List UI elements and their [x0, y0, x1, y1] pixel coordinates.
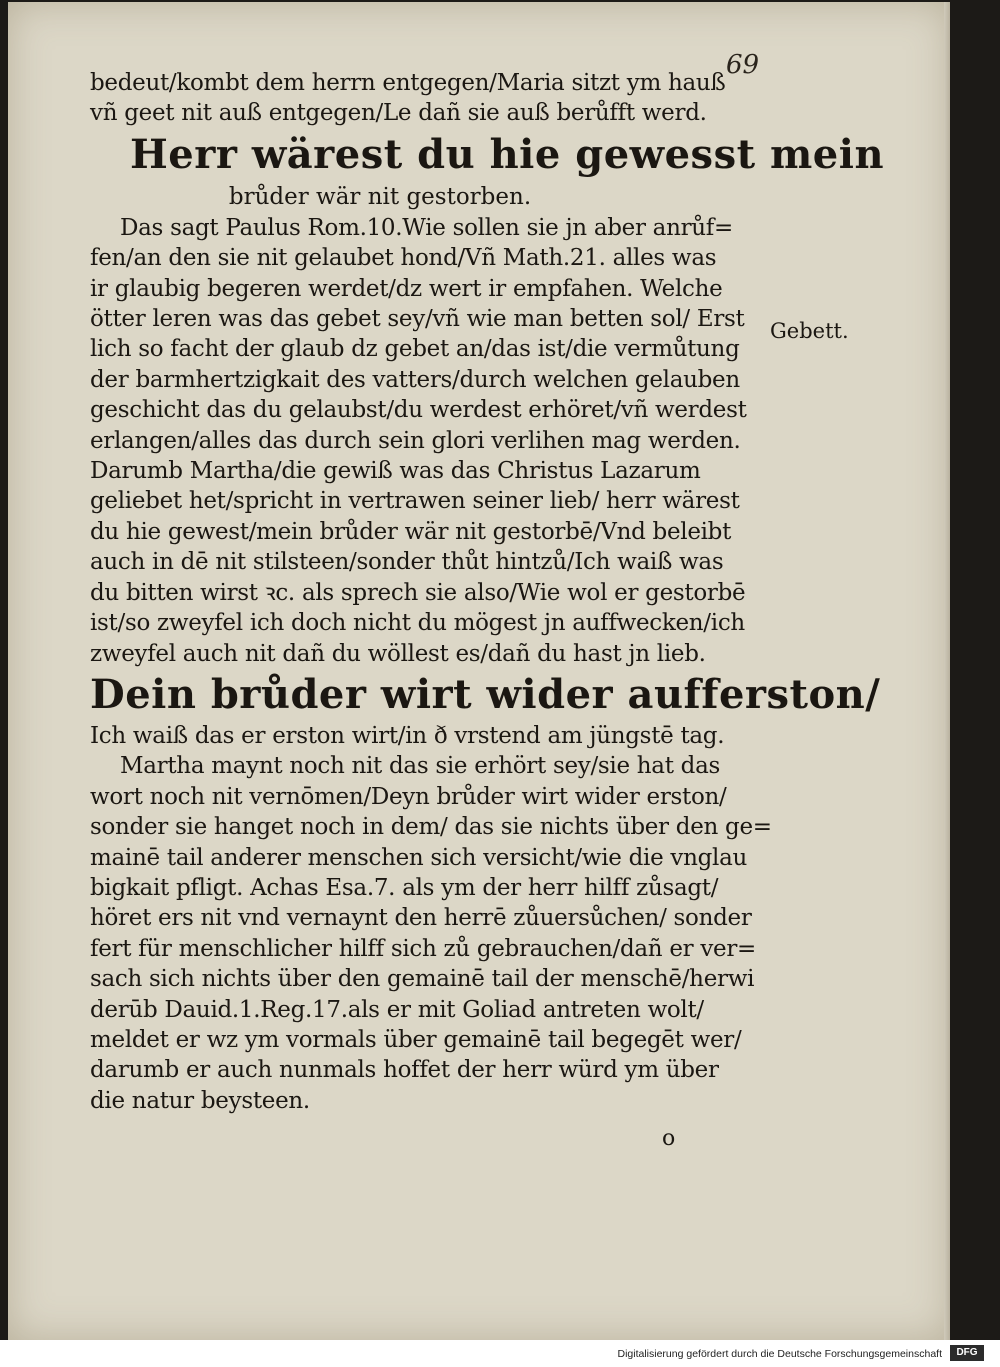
page-number: 69: [726, 50, 760, 80]
text-line: meldet er wz ym vormals über gemainē tail begegēt wer/: [90, 1026, 742, 1053]
text-line: wort noch nit vernōmen/Deyn brůder wirt wider erston/: [90, 783, 727, 810]
margin-note: Gebett.: [770, 319, 849, 343]
funding-notice: Digitalisierung gefördert durch die Deutsche Forschungsgemeinschaft: [617, 1348, 942, 1360]
text-line: derūb Dauid.1.Reg.17.als er mit Goliad antreten wolt/: [90, 996, 704, 1023]
text-line: darumb er auch nunmals hoffet der herr würd ym über: [90, 1057, 719, 1084]
text-line: höret ers nit vnd vernaynt den herrē zůuersůchen/ sonder: [90, 905, 752, 932]
dfg-logo: DFG: [950, 1345, 984, 1361]
text-line: vñ geet nit auß entgegen/Le dañ sie auß berůfft werd.: [90, 100, 707, 127]
page-edge: [944, 2, 950, 1340]
text-line: bigkait pfligt. Achas Esa.7. als ym der herr hilff zůsagt/: [90, 874, 719, 901]
text-line: sach sich nichts über den gemainē tail der menschē/herwi: [90, 966, 755, 993]
text-line: die natur beysteen.: [90, 1087, 310, 1114]
text-line: bedeut/kombt dem herrn entgegen/Maria sitzt ym hauß: [90, 70, 726, 96]
text-line: Darumb Martha/die gewiß was das Christus Lazarum: [90, 458, 701, 485]
section-heading: Dein brůder wirt wider aufferston/: [90, 670, 881, 718]
text-line: du bitten wirst ꝛc. als sprech sie also/Wie wol er gestorbē: [90, 579, 746, 606]
text-line: auch in dē nit stilsteen/sonder thůt hintzů/Ich waiß was: [90, 549, 724, 576]
text-line: mainē tail anderer menschen sich versicht/wie die vnglau: [90, 844, 748, 871]
text-line: zweyfel auch nit dañ du wöllest es/dañ du hast jn lieb.: [90, 640, 706, 667]
text-line: erlangen/alles das durch sein glori verlihen mag werden.: [90, 427, 741, 454]
text-line: Das sagt Paulus Rom.10.Wie sollen sie jn aber anrůf=: [120, 214, 733, 241]
text-line: geschicht das du gelaubst/du werdest erhöret/vñ werdest: [90, 397, 747, 424]
text-line: der barmhertzigkait des vatters/durch welchen gelauben: [90, 366, 740, 393]
section-heading: Herr wärest du hie gewesst mein: [130, 130, 885, 178]
text-line: fert für menschlicher hilff sich zů gebrauchen/dañ er ver=: [90, 935, 757, 962]
text-line: fen/an den sie nit gelaubet hond/Vñ Math.21. alles was: [90, 245, 717, 272]
section-subheading: brůder wär nit gestorben.: [228, 183, 532, 210]
text-line: lich so facht der glaub dz gebet an/das ist/die vermůtung: [90, 336, 740, 363]
text-line: ir glaubig begeren werdet/dz wert ir empfahen. Welche: [90, 275, 723, 302]
footer-bar: [0, 1340, 1000, 1367]
text-line: du hie gewest/mein brůder wär nit gestorbē/Vnd beleibt: [90, 518, 732, 545]
book-page: [8, 2, 950, 1340]
text-line: Martha maynt noch nit das sie erhört sey/sie hat das: [120, 753, 721, 780]
section-subheading: Ich waiß das er erston wirt/in ð vrstend am jüngstē tag.: [90, 722, 725, 749]
signature-mark: o: [662, 1126, 676, 1151]
text-line: geliebet het/spricht in vertrawen seiner lieb/ herr wärest: [90, 488, 740, 515]
text-line: ist/so zweyfel ich doch nicht du mögest jn auffwecken/ich: [90, 610, 745, 637]
text-line: sonder sie hanget noch in dem/ das sie nichts über den ge=: [90, 814, 772, 841]
text-line: ötter leren was das gebet sey/vñ wie man betten sol/ Erst: [90, 306, 745, 333]
